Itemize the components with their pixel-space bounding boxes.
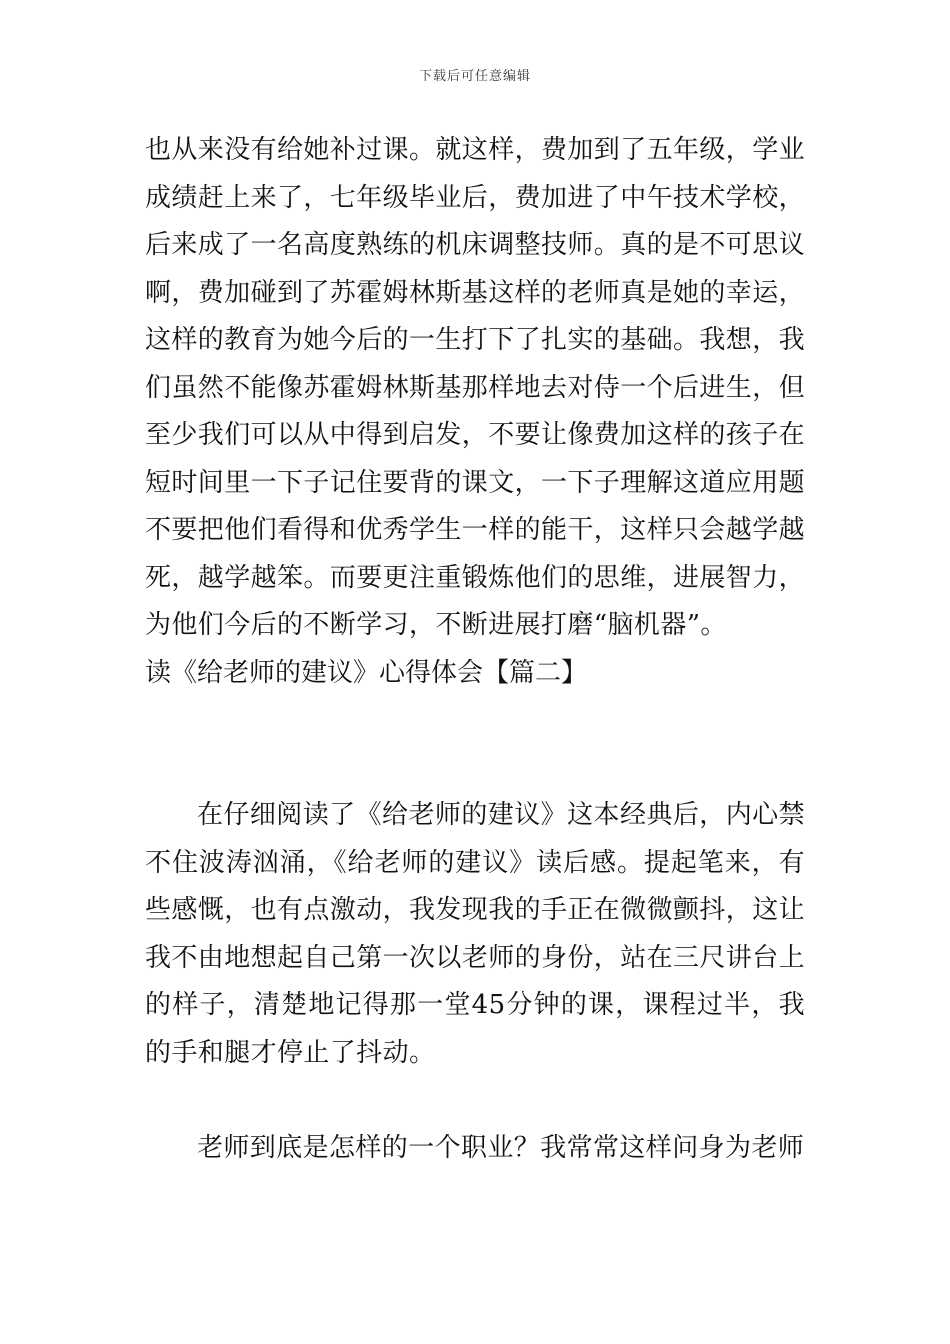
section-title: 读《给老师的建议》心得体会【篇二】	[145, 657, 588, 688]
page-header: 下载后可任意编辑	[418, 69, 531, 84]
paragraph-gap	[145, 1077, 805, 1125]
document-body	[145, 127, 805, 1172]
paragraph-1: 也从来没有给她补过课。就这样，费加到了五年级，学业成绩赶上来了，七年级毕业后，费加进了中午技术学校，后来成了一名高度熟练的机床调整技师。真的是不可思议啊，费加碰到了苏霍姆林斯基这样的老师真是她的幸运，这样的教育为她今后的一生打下了扎实的基础。我想，我们虽然不能像苏霍姆林斯基那样地去对侍一个后进生，但至少我们可以从中得到启发，不要让像费加这样的孩子在短时间里一下子记住要背的课文，一下子理解这道应用题不要把他们看得和优秀学生一样的能干，这样只会越学越死，越学越笨。而要更注重锻炼他们的思维，进展智力，为他们今后的不断学习，不断进展打磨“脑机器”。	[145, 135, 806, 640]
section-gap	[145, 697, 805, 792]
paragraph-3: 老师到底是怎样的一个职业？我常常这样问身为老师	[197, 1132, 805, 1163]
paragraph-2: 在仔细阅读了《给老师的建议》这本经典后，内心禁不住波涛汹涌，《给老师的建议》读后感。提起笔来，有些感慨，也有点激动，我发现我的手正在微微颤抖，这让我不由地想起自己第一次以老师的身份，站在三尺讲台上的样子，清楚地记得那一堂45分钟的课，课程过半，我的手和腿才停止了抖动。	[145, 800, 806, 1068]
